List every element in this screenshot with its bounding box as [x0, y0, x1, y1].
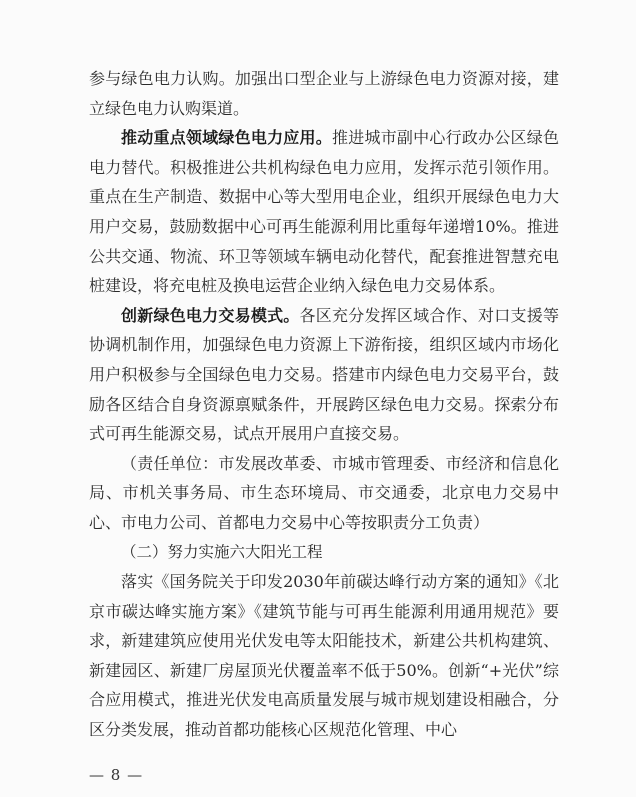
- paragraph-continuation: [89, 64, 559, 123]
- paragraph-green-power-application: [89, 123, 559, 301]
- paragraph-text: （责任单位：市发展改革委、市城市管理委、市经济和信息化局、市机关事务局、市生态环境局、市交通委，北京电力交易中心、市电力公司、首都电力交易中心等按职责分工负责）: [89, 453, 559, 532]
- page-number: — 8 —: [89, 766, 144, 784]
- paragraph-trading-model: [89, 301, 559, 449]
- paragraph-lead: 创新绿色电力交易模式。: [121, 305, 300, 325]
- document-body: [89, 64, 559, 745]
- paragraph-solar-projects: [89, 567, 559, 745]
- paragraph-lead: 推动重点领域绿色电力应用。: [121, 128, 332, 148]
- paragraph-text: 落实《国务院关于印发2030年前碳达峰行动方案的通知》《北京市碳达峰实施方案》《建筑节能与可再生能源利用通用规范》要求，新建建筑应使用光伏发电等太阳能技术，新建公共机构建筑、新建园区、新建厂房屋顶光伏覆盖率不低于50%。创新“+光伏”综合应用模式，推进光伏发电高质量发展与城市规划建设相融合，分区分类发展，推动首都功能核心区规范化管理、中心: [89, 572, 559, 740]
- paragraph-text: 推进城市副中心行政办公区绿色电力替代。积极推进公共机构绿色电力应用，发挥示范引领作用。重点在生产制造、数据中心等大型用电企业，组织开展绿色电力大用户交易，鼓励数据中心可再生能源利用比重每年递增10%。推进公共交通、物流、环卫等领域车辆电动化替代，配套推进智慧充电桩建设，将充电桩及换电运营企业纳入绿色电力交易体系。: [89, 128, 559, 296]
- section-heading: （二）努力实施六大阳光工程: [121, 542, 323, 561]
- paragraph-text: 各区充分发挥区域合作、对口支援等协调机制作用，加强绿色电力资源上下游衔接，组织区域内市场化用户积极参与全国绿色电力交易。搭建市内绿色电力交易平台，鼓励各区结合自身资源禀赋条件，开展跨区绿色电力交易。探索分布式可再生能源交易，试点开展用户直接交易。: [89, 305, 559, 444]
- paragraph-responsible-units: [89, 449, 559, 538]
- paragraph-text: 参与绿色电力认购。加强出口型企业与上游绿色电力资源对接，建立绿色电力认购渠道。: [89, 69, 559, 118]
